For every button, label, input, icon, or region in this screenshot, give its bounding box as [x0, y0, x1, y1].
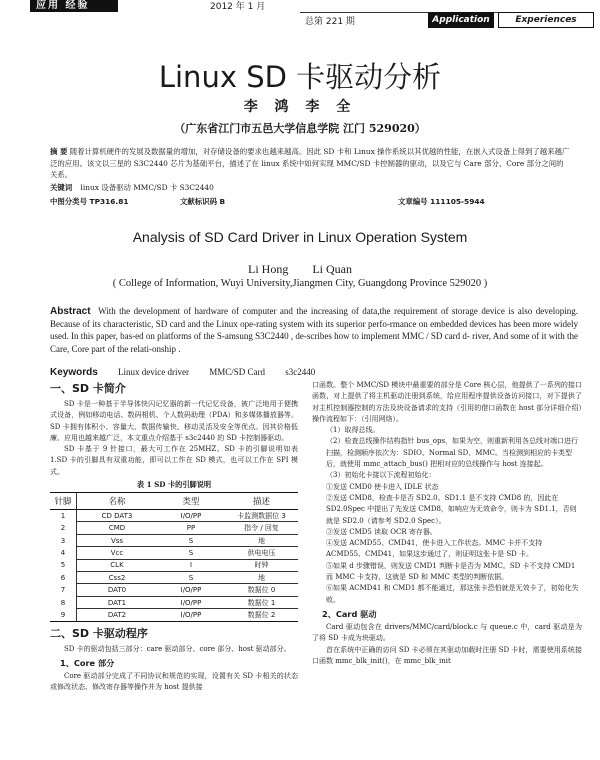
- table-header-cell: 名称: [77, 493, 158, 510]
- abstract-en-text: With the development of hardware of computer and the increasing of data,the requirement of storage device is also developing. Because of its characteristic, SD card and the Linux ope-rating system with its superior perfo-rmance on embedded devices has been more widely used. In this paper, bas-ed on platforms of the S-amsung S3C2440 , de-scribes how to implement MMC / SD card d- river, And some of it with the Care, Core part of the relati-onship .: [50, 306, 579, 354]
- paper-title-cn: Linux SD 卡驱动分析: [158, 60, 442, 94]
- type-cell: I/O/PP: [157, 609, 225, 621]
- keywords-cn-label: 关键词: [50, 183, 73, 192]
- table-header-cell: 类型: [157, 493, 225, 510]
- pin-cell: 6: [50, 572, 77, 584]
- desc-cell: 数据位 0: [225, 584, 298, 596]
- card-driver-paragraph: 首在系统中正确的访问 SD 卡必须在其驱动加载时注册 SD 卡时，需要使用系统接口函数 mmc_blk_init()，在 mmc_blk_init: [312, 645, 582, 665]
- desc-cell: 数据位 1: [225, 596, 298, 608]
- issue-date: 2012 年 1 月: [210, 2, 266, 12]
- right-column: [312, 380, 582, 667]
- name-cell: DAT1: [77, 596, 158, 608]
- experiences-tag: Experiences: [498, 12, 594, 28]
- keywords-cn: [50, 182, 214, 193]
- pin-cell: 9: [50, 609, 77, 621]
- table-header-cell: 描述: [225, 493, 298, 510]
- type-cell: I/O/PP: [157, 584, 225, 596]
- authors-en: Li Hong Li Quan: [248, 262, 352, 276]
- table-header-cell: 针脚: [50, 493, 77, 510]
- table-row: [50, 547, 298, 559]
- desc-cell: 地: [225, 572, 298, 584]
- type-cell: S: [157, 534, 225, 546]
- procedure-step: ⑤如果 d 步骤错误，则发送 CMD1 判断卡是否为 MMC。SD 卡不支持 CMD1 而 MMC 卡支持，这就是 SD 和 MMC 类型的判断依据。: [326, 561, 576, 582]
- procedure-step: （1）取得总线。: [326, 426, 380, 435]
- keywords-cn-text: linux 设备驱动 MMC/SD 卡 S3C2440: [80, 183, 214, 192]
- abstract-cn-text: 随着计算机硬件的发展及数据量的增加，对存储设备的要求也越来越高。因此 SD 卡和 Linux 操作系统以其优越的性能，在嵌入式设备上得到了越来越广泛的应用。该文以三星的 S3C2440 芯片为基础平台，描述了在 linux 系统中如何实现 MMC/SD 卡控制器的驱动，以及它与 Care 部分、Core 部分之间的关系。: [50, 147, 570, 179]
- type-cell: PP: [157, 522, 225, 534]
- type-cell: I: [157, 559, 225, 571]
- type-cell: S: [157, 572, 225, 584]
- desc-cell: 时钟: [225, 559, 298, 571]
- abstract-en-label: Abstract: [50, 306, 91, 317]
- desc-cell: 卡监测数据位 3: [225, 510, 298, 522]
- procedure-step: （3）初始化卡接以下流程初始化：: [326, 471, 436, 480]
- pin-cell: 8: [50, 596, 77, 608]
- section2-heading: 二、SD 卡驱动程序: [50, 626, 148, 640]
- affiliation-cn: （广东省江门市五邑大学信息学院 江门 529020）: [174, 122, 426, 135]
- procedure-step: ⑥如果 ACMD41 和 CMD1 都不能通过，那这张卡恐怕就是无效卡了，初始化失败。: [326, 584, 579, 604]
- section1-heading: 一、SD 卡简介: [50, 382, 126, 395]
- procedure-step: ②发送 CMD8，检查卡是否 SD2.0。SD1.1 是不支持 CMD8 的，因此在 SD2.0Spec 中提出了先发送 CMD8，如响应为无效命令，则卡为 SD1.1，否则就是 SD2.0（请参考 SD2.0 Spec）。: [326, 493, 577, 525]
- table-row: [50, 510, 298, 522]
- keyword-item: s3c2440: [285, 367, 316, 377]
- table-row: [50, 559, 298, 571]
- section-label: 应用 经验: [30, 0, 118, 12]
- desc-cell: 地: [225, 534, 298, 546]
- table-row: [50, 584, 298, 596]
- pin-cell: 3: [50, 534, 77, 546]
- procedure-step: ①发送 CMD0 使卡进入 IDLE 状态: [326, 482, 439, 491]
- core-paragraph: Core 驱动部分完成了不同协议和规范的实现，设置有关 SD 卡相关的状态或修改状态、修改寄存器等操作并为 host 提供接: [50, 671, 298, 692]
- type-cell: S: [157, 547, 225, 559]
- name-cell: Vcc: [77, 547, 158, 559]
- clc-number: 中图分类号 TP316.81: [50, 197, 129, 206]
- article-number: 文章编号 111105-5944: [398, 197, 485, 206]
- section2-intro: SD 卡的驱动包括三部分：care 驱动部分、core 部分、host 驱动部分。: [64, 644, 291, 653]
- core-subheading: 1、Core 部分: [60, 657, 115, 668]
- name-cell: CLK: [77, 559, 158, 571]
- name-cell: Css2: [77, 572, 158, 584]
- document-code: 文献标识码 B: [180, 197, 226, 206]
- paper-title-en: Analysis of SD Card Driver in Linux Operation System: [132, 229, 468, 245]
- application-tag: Application: [428, 12, 494, 28]
- table-row: [50, 534, 298, 546]
- core-continued-paragraph: 口函数。整个 MMC/SD 模块中最重要的部分是 Core 核心层，他提供了一系列的接口函数，对上提供了将主机驱动注册到系统，给应用程序提供设备访问接口，对下提供了对主机控制器控制的方法及块设备请求的支持（引用的借口函数在 host 部分详细介绍）操作流程如下：（引用网络）。: [312, 381, 582, 423]
- authors-cn: 李 鸿 李 全: [243, 99, 357, 115]
- keyword-item: Linux device driver: [118, 367, 190, 377]
- abstract-cn: [50, 146, 570, 181]
- section1-paragraph: SD 卡是一种基于半导体快闪记忆器的新一代记忆设备，被广泛地用于便携式设备，例如移动电话、数码相机、个人数码助理（PDA）和多媒体播放器等。SD 卡拥有体积小、容量大、数据传输快、移动灵活及安全等优点。因其价格低廉、应用也越来越广泛，本文重点介绍基于 s3c2440 的 SD 卡控制器驱动。: [50, 400, 298, 442]
- pin-cell: 2: [50, 522, 77, 534]
- desc-cell: 数据位 2: [225, 609, 298, 621]
- affiliation-en: ( College of Information, Wuyi University,Jiangmen City, Guangdong Province 529020 ): [112, 278, 488, 289]
- abstract-en: [50, 305, 578, 355]
- pin-cell: 1: [50, 510, 77, 522]
- table-row: [50, 596, 298, 608]
- section1-paragraph: SD 卡基于 9 针接口，最大可工作在 25MHZ。SD 卡的引脚说明如表 1.SD 卡的引脚具有双重功能，即可以工作在 SD 模式，也可以工作在 SPI 模式。: [50, 445, 298, 476]
- procedure-step: ④发送 ACMD55、CMD41，使卡进入工作状态。MMC 卡并不支持 ACMD55、CMD41，如果这步通过了，则证明这张卡是 SD 卡。: [326, 539, 543, 559]
- card-driver-subheading: 2、Card 驱动: [322, 608, 377, 619]
- keywords-en-label: Keywords: [50, 367, 98, 378]
- name-cell: CMD: [77, 522, 158, 534]
- type-cell: I/O/PP: [157, 510, 225, 522]
- keywords-en: [50, 367, 350, 378]
- pin-cell: 4: [50, 547, 77, 559]
- desc-cell: 供电电压: [225, 547, 298, 559]
- abstract-cn-label: 摘 要: [50, 147, 68, 156]
- procedure-step: （2）检查总线操作结构指针 bus_ops，如果为空，则重新利用各总线对端口进行扫描，检测顺序依次为：SDIO、Normal SD、MMC。当检测到相应的卡类型后，就使用 mmc_attach_bus() 把相对应的总线操作与 host 连接起。: [326, 437, 579, 469]
- name-cell: DAT2: [77, 609, 158, 621]
- table-row: [50, 609, 298, 621]
- card-driver-paragraph: Card 驱动包含在 drivers/MMC/card/block.c 与 queue.c 中，card 驱动是为了将 SD 卡成为块驱动。: [312, 622, 582, 643]
- table-row: [50, 522, 298, 534]
- left-column: [50, 380, 298, 693]
- type-cell: I/O/PP: [157, 596, 225, 608]
- table-row: [50, 572, 298, 584]
- name-cell: Vss: [77, 534, 158, 546]
- pin-cell: 5: [50, 559, 77, 571]
- keyword-item: MMC/SD Card: [209, 367, 266, 377]
- pin-table: [50, 492, 298, 622]
- name-cell: CD DAT3: [77, 510, 158, 522]
- desc-cell: 指令 / 回复: [225, 522, 298, 534]
- name-cell: DAT0: [77, 584, 158, 596]
- procedure-step: ③发送 CMD5 读取 OCR 寄存器。: [326, 527, 437, 536]
- table-caption: 表 1 SD 卡的引脚说明: [136, 480, 212, 490]
- issue-number: 总第 221 期: [305, 17, 355, 27]
- table-header-row: [50, 493, 298, 510]
- pin-cell: 7: [50, 584, 77, 596]
